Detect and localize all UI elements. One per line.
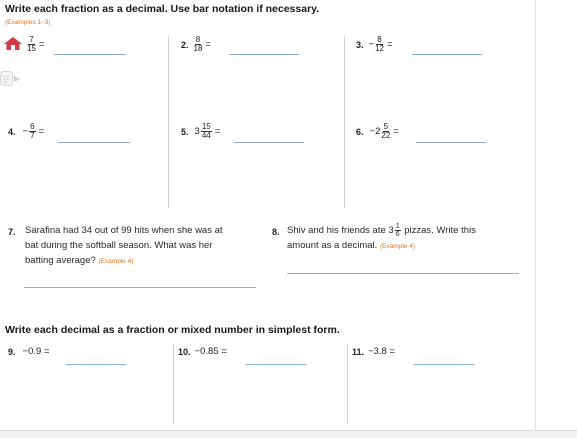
problem-8-number: 8.: [272, 227, 280, 237]
section-heading-fractions: Write each fraction as a decimal. Use bar notation if necessary.: [5, 3, 320, 15]
answer-line-4[interactable]: [58, 142, 130, 143]
glossary-tab-icon[interactable]: [0, 70, 22, 97]
column-divider: [344, 36, 345, 208]
column-divider: [347, 344, 348, 424]
problem-7-text: Sarafina had 34 out of 99 hits when she was at bat during the softball season. What was her batting average? (Example 4): [25, 225, 223, 266]
column-divider: [168, 36, 169, 208]
problem-7-number: 7.: [8, 227, 16, 237]
example-reference: (Example 4): [98, 258, 134, 265]
answer-line-5[interactable]: [234, 142, 304, 143]
problem-9: 9. −0.9 =: [8, 346, 50, 357]
example-reference: (Example 4): [379, 243, 415, 250]
problem-4: 4. − $\frac{6}{7}$ =: [8, 122, 45, 140]
fraction: $\frac{6}{7}$: [30, 122, 35, 140]
fraction: $\frac{7}{15}$: [27, 35, 36, 53]
home-icon[interactable]: [3, 36, 23, 51]
page-margin-rule: [535, 0, 536, 430]
answer-line-2[interactable]: [229, 54, 299, 55]
fraction: $\frac{5}{22}$: [381, 122, 391, 140]
fraction: $\frac{8}{12}$: [375, 35, 384, 53]
problem-5: 5. 3 $\frac{15}{44}$ =: [181, 122, 221, 140]
problem-3: 3. − $\frac{8}{12}$ =: [356, 35, 393, 53]
answer-line-9[interactable]: [66, 364, 126, 365]
answer-line-6[interactable]: [416, 142, 486, 143]
fraction: $\frac{8}{18}$: [193, 35, 203, 53]
answer-line-3[interactable]: [412, 54, 482, 55]
section-heading-decimals: Write each decimal as a fraction or mixed number in simplest form.: [5, 324, 340, 336]
problem-6: 6. − 2 $\frac{5}{22}$ =: [356, 122, 399, 140]
examples-reference: (Examples 1–3): [5, 19, 51, 26]
problem-2: 2. $\frac{8}{18}$ =: [181, 35, 211, 53]
fraction: $\frac{1}{6}$: [395, 223, 400, 238]
answer-line-11[interactable]: [414, 364, 474, 365]
answer-line-1[interactable]: [54, 54, 126, 55]
problem-8-text: Shiv and his friends ate 3 $\frac{1}{6}$ pizzas. Write this amount as a decimal. (Example 4): [287, 223, 476, 251]
fraction: $\frac{15}{44}$: [201, 122, 211, 140]
problem-11: 11. −3.8 =: [352, 346, 395, 357]
answer-line-8[interactable]: [287, 273, 519, 274]
column-divider: [173, 344, 174, 424]
problem-10: 10. −0.85 =: [178, 346, 227, 357]
answer-line-10[interactable]: [246, 364, 306, 365]
answer-line-7[interactable]: [24, 287, 256, 288]
problem-1: $\frac{7}{15}$ =: [27, 35, 45, 53]
